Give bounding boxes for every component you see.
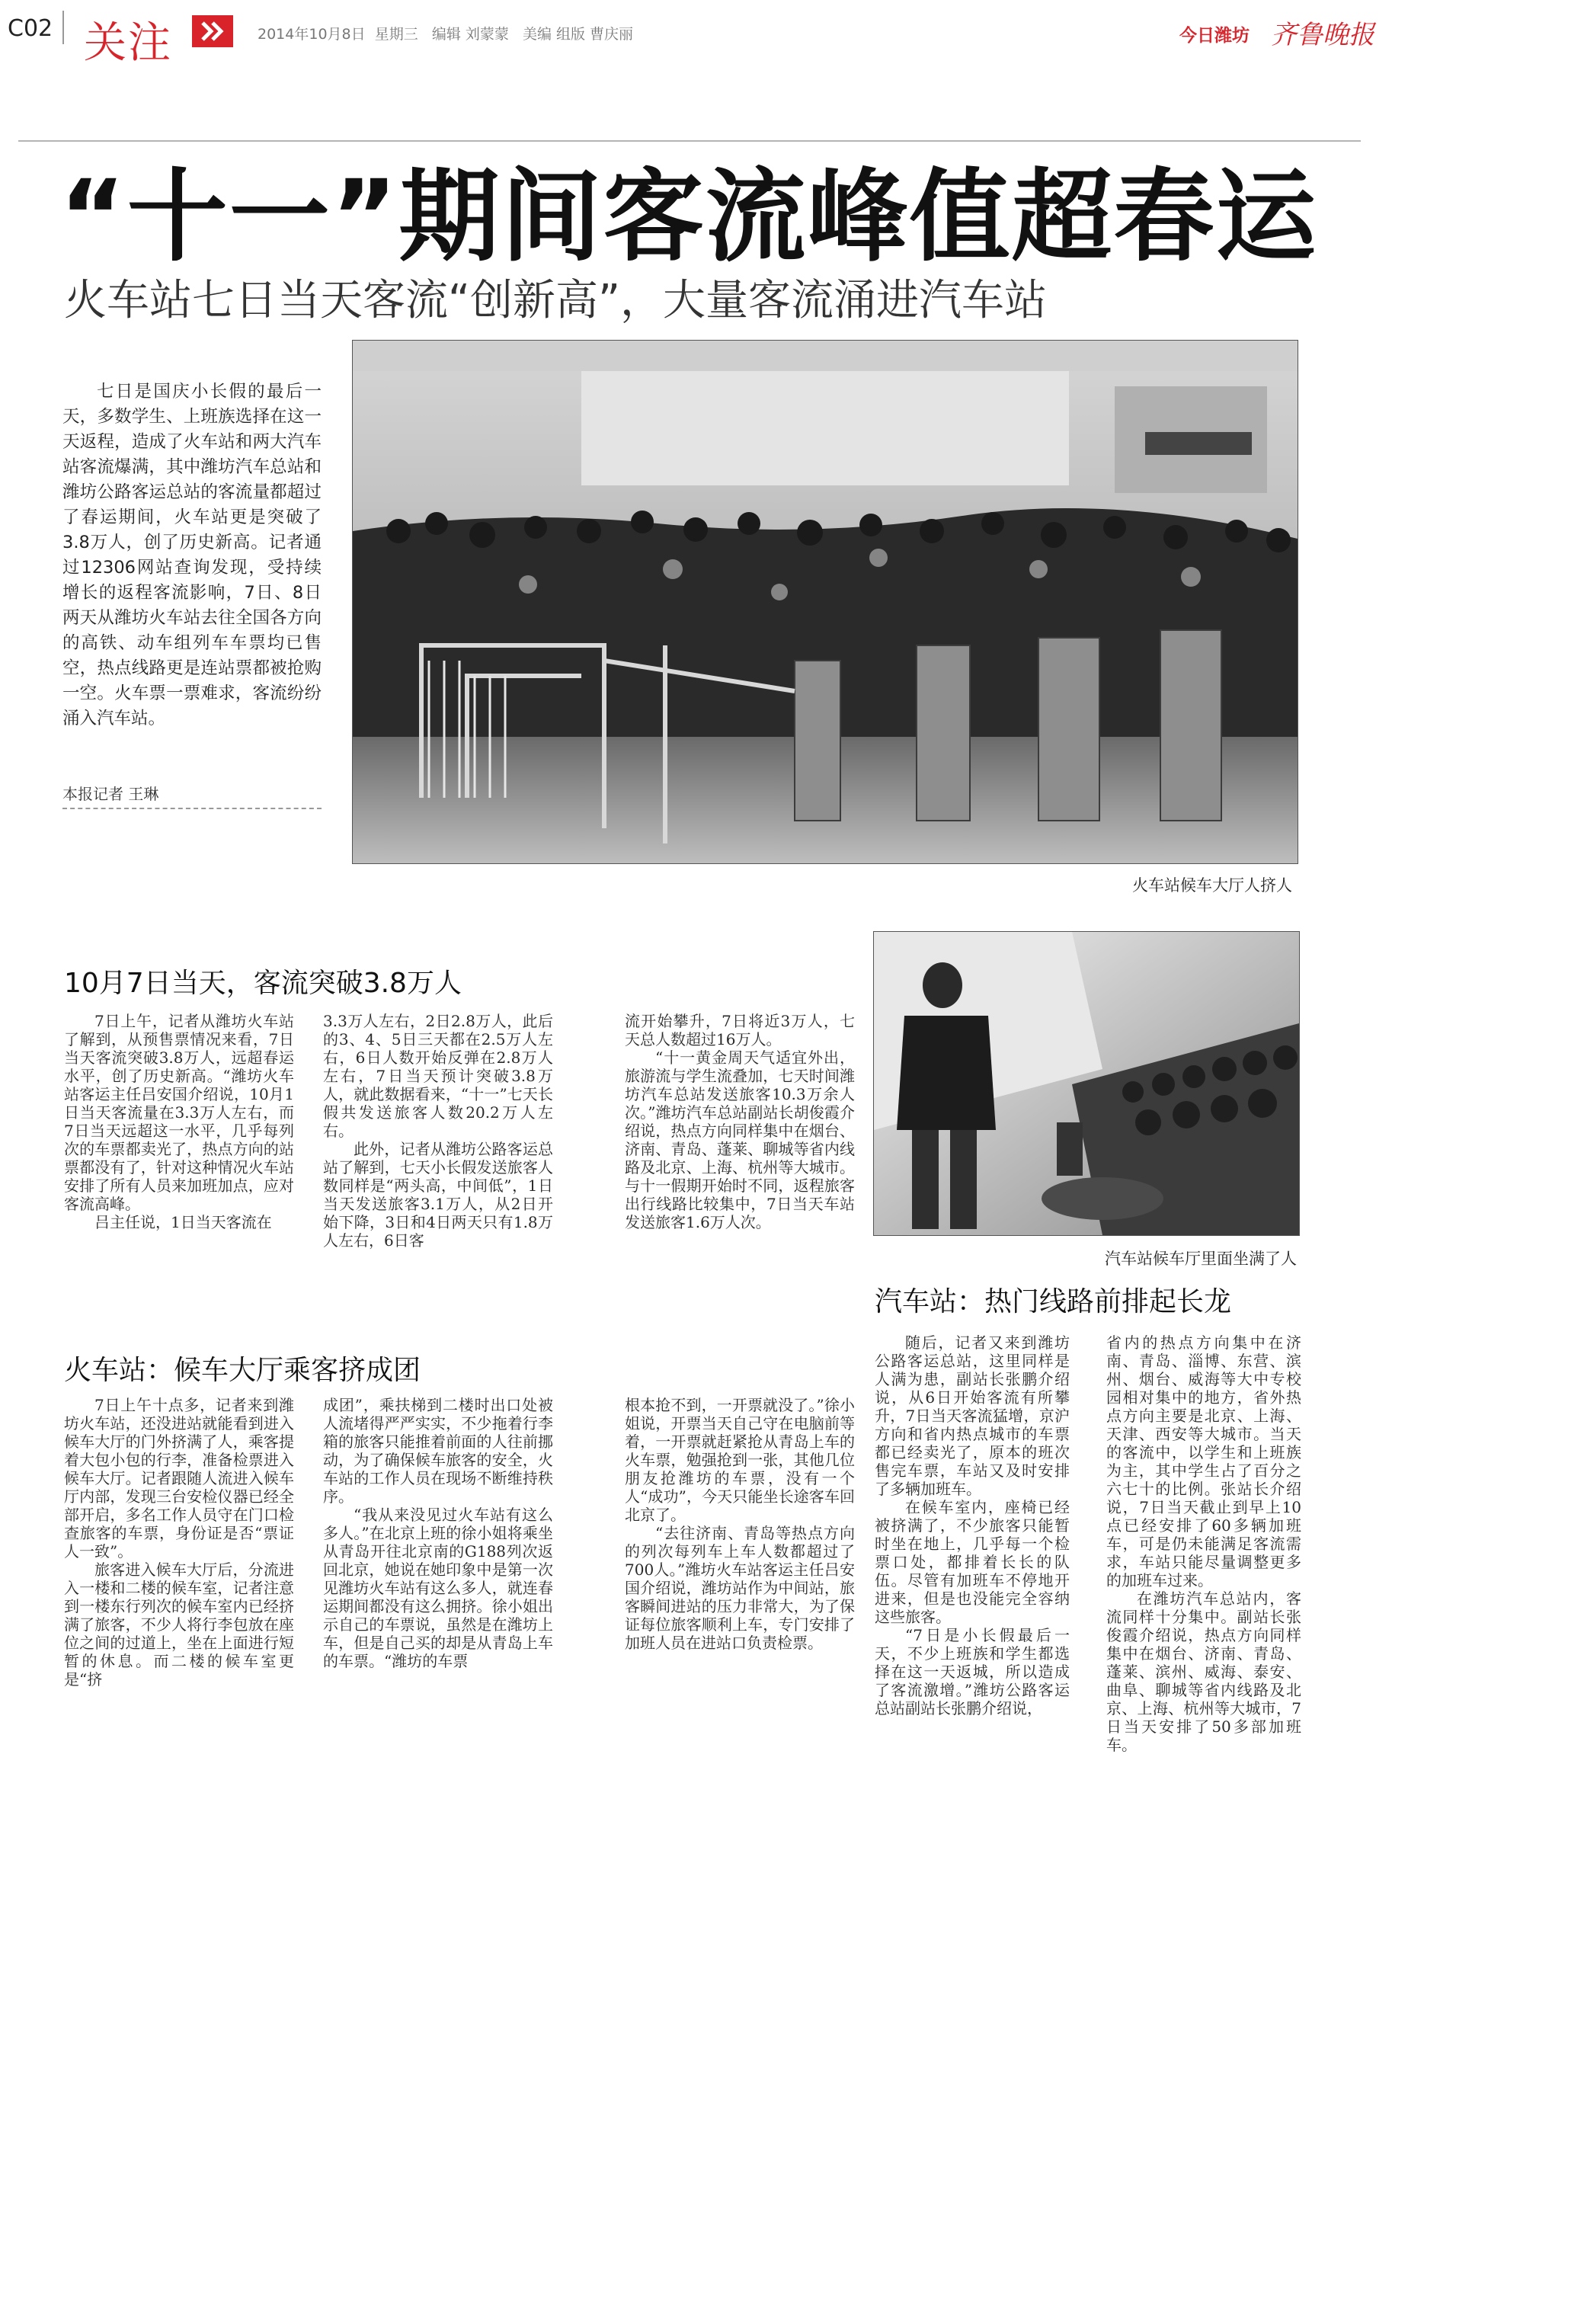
paragraph: 7日上午，记者从潍坊火车站了解到，从预售票情况来看，7日当天客流突破3.8万人，远超春运水平，创了历史新高。“潍坊火车站客运主任吕安国介绍说，10月1日当天客流量在3.3万人左右，而7日当天远超这一水平，几乎每列次的车票都卖光了，热点方向的站票都没有了，针对这种情况火车站安排了所有人员来加班加点，应对客流高峰。 bbox=[64, 1012, 294, 1213]
text-column bbox=[64, 1396, 294, 1689]
paragraph: “十一黄金周天气适宜外出，旅游流与学生流叠加，七天时间潍坊汽车总站发送旅客10.3万余人次。”潍坊汽车总站副站长胡俊霞介绍说，热点方向同样集中在烟台、济南、青岛、蓬莱、聊城等省内线路及北京、上海、杭州等大城市。与十一假期开始时不同，返程旅客出行线路比较集中，7日当天车站发送旅客1.6万人次。 bbox=[625, 1048, 855, 1231]
paragraph: 3.3万人左右，2日2.8万人，此后的3、4、5日三天都在2.5万人左右，6日人数开始反弹在2.8万人左右，7日当天预计突破3.8万人，就此数据看来，“十一”七天长假共发送旅客人数20.2万人左右。 bbox=[323, 1012, 553, 1140]
text-column bbox=[64, 1012, 294, 1231]
header-rule bbox=[18, 140, 1361, 142]
header-divider bbox=[62, 11, 64, 44]
section-heading: 汽车站：热门线路前排起长龙 bbox=[875, 1286, 1232, 1317]
byline: 本报记者 王琳 bbox=[62, 785, 159, 803]
edition-label: 今日潍坊 bbox=[1179, 26, 1250, 46]
text-column bbox=[875, 1333, 1070, 1717]
section-title: 关注 bbox=[84, 18, 172, 68]
paragraph: “去往济南、青岛等热点方向的列次每列车上车人数都超过了700人。”潍坊火车站客运主任吕安国介绍说，潍坊站作为中间站，旅客瞬间进站的压力非常大，为了保证每位旅客顺利上车，专门安排了加班人员在进站口负责检票。 bbox=[625, 1524, 855, 1652]
paragraph: “我从来没见过火车站有这么多人。”在北京上班的徐小姐将乘坐从青岛开往北京南的G188列次返回北京，她说在她印象中是第一次见潍坊火车站有这么多人，就连春运期间都没有这么拥挤。徐小姐出示自己的车票说，虽然是在潍坊上车，但是自己买的却是从青岛上车的车票。“潍坊的车票 bbox=[323, 1506, 553, 1670]
text-column bbox=[625, 1012, 855, 1231]
page-number: C02 bbox=[8, 15, 53, 42]
headline: “十一”期间客流峰值超春运 bbox=[59, 158, 1318, 276]
subheadline: 火车站七日当天客流“创新高”，大量客流涌进汽车站 bbox=[64, 276, 1048, 325]
text-column bbox=[1106, 1333, 1301, 1754]
paragraph: 此外，记者从潍坊公路客运总站了解到，七天小长假发送旅客人数同样是“两头高，中间低”，1日当天发送旅客3.1万人，从2日开始下降，3日和4日两天只有1.8万人左右，6日客 bbox=[323, 1140, 553, 1250]
byline-divider bbox=[62, 808, 322, 809]
paragraph: 省内的热点方向集中在济南、青岛、淄博、东营、滨州、烟台、威海等大中专校园相对集中的地方，省外热点方向主要是北京、上海、天津、西安等大城市。当天的客流中，以学生和上班族为主，其中学生占了百分之六七十的比例。张站长介绍说，7日当天截止到早上10点已经安排了60多辆加班车，可是仍未能满足客流需求，车站只能尽量调整更多的加班车过来。 bbox=[1106, 1333, 1301, 1589]
newspaper-logo: 齐鲁晚报 bbox=[1271, 20, 1374, 50]
intro-paragraph: 七日是国庆小长假的最后一天，多数学生、上班族选择在这一天返程，造成了火车站和两大汽车站客流爆满，其中潍坊汽车总站和潍坊公路客运总站的客流量都超过了春运期间，火车站更是突破了3.8万人，创了历史新高。记者通过12306网站查询发现，受持续增长的返程客流影响，7日、8日两天从潍坊火车站去往全国各方向的高铁、动车组列车车票均已售空，热点线路更是连站票都被抢购一空。火车票一票难求，客流纷纷涌入汽车站。 bbox=[62, 382, 322, 728]
photo-caption: 汽车站候车厅里面坐满了人 bbox=[1105, 1250, 1297, 1268]
paragraph: 成团”，乘扶梯到二楼时出口处被人流堵得严严实实，不少拖着行李箱的旅客只能推着前面的人往前挪动，为了确保候车旅客的安全，火车站的工作人员在现场不断维持秩序。 bbox=[323, 1396, 553, 1506]
photo-bus-station bbox=[873, 931, 1300, 1236]
paragraph: 在潍坊汽车总站内，客流同样十分集中。副站长张俊霞介绍说，热点方向同样集中在烟台、济南、青岛、蓬莱、滨州、威海、泰安、曲阜、聊城等省内线路及北京、上海、杭州等大城市，7日当天安排了50多部加班车。 bbox=[1106, 1589, 1301, 1754]
paragraph: 吕主任说，1日当天客流在 bbox=[94, 1213, 272, 1231]
paragraph: 旅客进入候车大厅后，分流进入一楼和二楼的候车室，记者注意到一楼东行列次的候车室内已经挤满了旅客，不少人将行李包放在座位之间的过道上，坐在上面进行短暂的休息。而二楼的候车室更是“挤 bbox=[64, 1561, 294, 1689]
photo-caption: 火车站候车大厅人挤人 bbox=[1132, 876, 1292, 895]
section-heading: 火车站：候车大厅乘客挤成团 bbox=[64, 1355, 421, 1386]
paragraph: 随后，记者又来到潍坊公路客运总站，这里同样是人满为患，副站长张鹏介绍说，从6日开始客流有所攀升，7日当天客流猛增，京沪方向和省内热点城市的车票都已经卖光了，原本的班次售完车票，车站又及时安排了多辆加班车。 bbox=[875, 1333, 1070, 1498]
text-column bbox=[323, 1396, 553, 1670]
paragraph: 7日上午十点多，记者来到潍坊火车站，还没进站就能看到进入候车大厅的门外挤满了人，乘客提着大包小包的行李，准备检票进入候车大厅。记者跟随人流进入候车厅内部，发现三台安检仪器已经全部开启，多名工作人员守在门口检查旅客的车票，身份证是否“票证人一致”。 bbox=[64, 1396, 294, 1561]
paragraph: “7日是小长假最后一天，不少上班族和学生都选择在这一天返城，所以造成了客流激增。”潍坊公路客运总站副站长张鹏介绍说， bbox=[875, 1626, 1070, 1717]
paragraph: 在候车室内，座椅已经被挤满了，不少旅客只能暂时坐在地上，几乎每一个检票口处，都排着长长的队伍。尽管有加班车不停地开进来，但是也没能完全容纳这些旅客。 bbox=[875, 1498, 1070, 1626]
photo-station-crowd bbox=[352, 340, 1298, 864]
paragraph: 流开始攀升，7日将近3万人，七天总人数超过16万人。 bbox=[625, 1012, 855, 1048]
text-column bbox=[625, 1396, 855, 1652]
issue-meta: 2014年10月8日 星期三 编辑 刘蒙蒙 美编 组版 曹庆丽 bbox=[258, 26, 634, 43]
double-chevron-icon bbox=[192, 15, 233, 47]
text-column bbox=[323, 1012, 553, 1250]
section-heading: 10月7日当天，客流突破3.8万人 bbox=[64, 968, 462, 999]
paragraph: 根本抢不到，一开票就没了。”徐小姐说，开票当天自己守在电脑前等着，一开票就赶紧抢从青岛上车的火车票，勉强抢到一张，其他几位朋友抢潍坊的车票，没有一个人“成功”，今天只能坐长途客车回北京了。 bbox=[625, 1396, 855, 1524]
